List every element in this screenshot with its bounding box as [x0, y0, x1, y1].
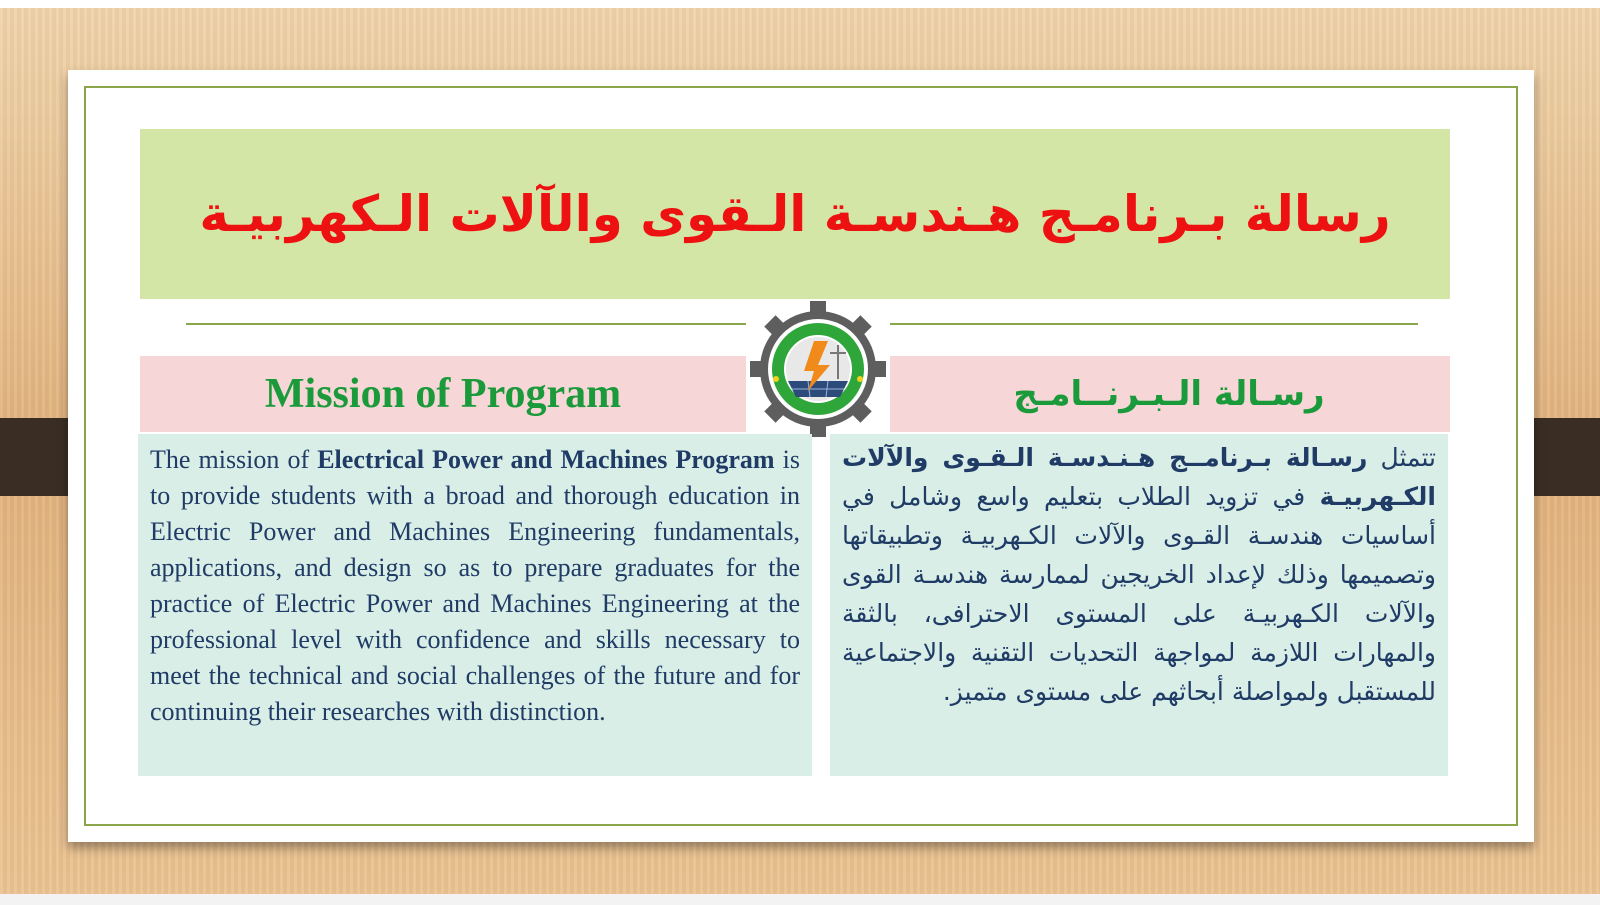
mission-ar-program-name: رسـالة بـرنامــج هـنـدسـة الـقـوى والآلات الكـهربيـة: [842, 443, 1436, 511]
mission-en-program-name: Electrical Power and Machines Program: [317, 445, 775, 474]
logo-svg: [746, 300, 890, 438]
mission-ar-text: [842, 438, 1436, 711]
mission-ar-heading: رسـالة الـبـرنــامـج: [1013, 374, 1325, 414]
divider-right: [888, 323, 1418, 325]
bottom-band: [0, 894, 1600, 905]
mission-ar-panel: [830, 434, 1448, 776]
mission-ar-header: [888, 356, 1450, 432]
mission-ar-text-start: تتمثل: [1367, 443, 1436, 472]
mission-ar-text-rest: في تزويد الطلاب بتعليم واسع وشامل في أساسيات هندسـة القـوى والآلات الكـهربيـة وتطبيقاتها وتصميمها وذلك لإعداد الخريجين لممارسة هندسـة القوى والآلات الكـهربيـة على المستوى الاحترافى، بالثقة والمهارات اللازمة لمواجهة التحديات التقنية والاجتماعية للمستقبل ولمواصلة أبحاثهم على مستوى متميز.: [842, 482, 1436, 706]
slide-title: رسالة بـرنامـج هـندسـة الـقوى والآلات الـكهربيـة: [199, 185, 1391, 243]
title-banner: [140, 129, 1450, 299]
mission-en-heading: Mission of Program: [264, 371, 622, 417]
mission-en-text: [150, 442, 800, 730]
mission-en-text-start: The mission of: [150, 445, 318, 474]
mission-en-panel: [138, 434, 812, 776]
top-border: [0, 0, 1600, 8]
divider-left: [186, 323, 748, 325]
mission-en-text-rest: is to provide students with a broad and thorough education in Electric Power and Machines Engineering fundamentals, applications, and design so as to prepare graduates for the practice of Electric Power and Machines Engineering at the professional level with confidence and skills necessary to meet the technical and social challenges of the future and for continuing their researches with distinction.: [150, 445, 800, 726]
mission-en-header: [140, 356, 746, 432]
institute-gear-logo-icon: [746, 300, 890, 438]
